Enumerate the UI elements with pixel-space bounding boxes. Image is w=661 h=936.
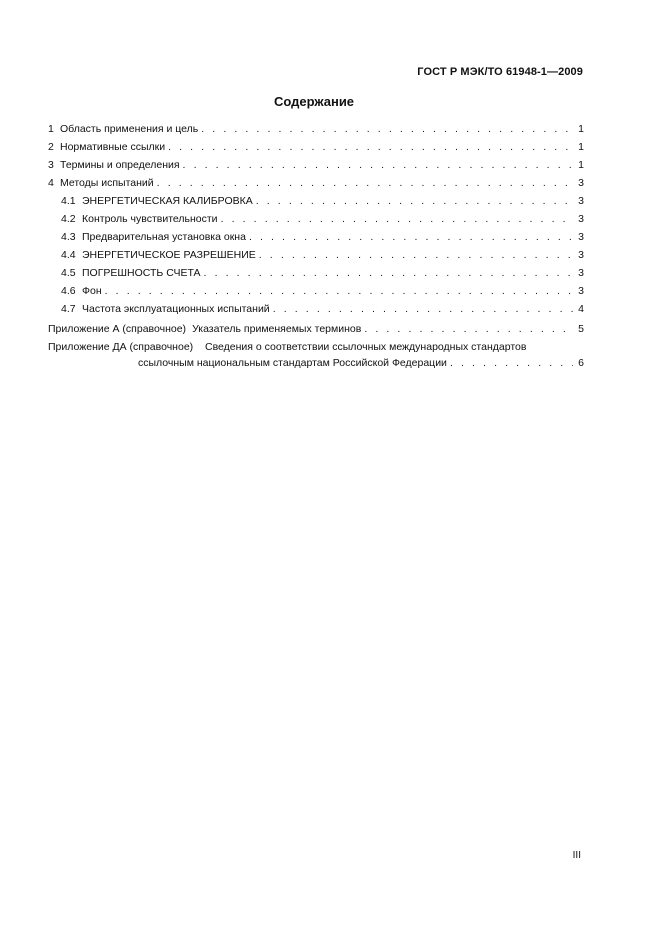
toc-entry-number: 1 [48,123,54,135]
toc-entry-text: Контроль чувствительности [82,213,218,225]
toc-entry-4-6[interactable] [48,284,584,302]
toc-entry-4[interactable] [48,176,584,194]
toc-entry-number: 4.6 [61,285,76,297]
toc-entry-text: ЭНЕРГЕТИЧЕСКОЕ РАЗРЕШЕНИЕ [82,249,256,261]
toc-entry-number: 3 [48,159,54,171]
toc-entry-number: 4 [48,177,54,189]
toc-entry-4-3[interactable] [48,230,584,248]
toc-entry-text: ЭНЕРГЕТИЧЕСКАЯ КАЛИБРОВКА [82,195,253,207]
appendix-label: Приложение ДА (справочное) [48,341,194,353]
page-number: III [572,850,581,861]
appendix-text-line2: ссылочным национальным стандартам Российской Федерации [138,357,447,369]
toc-entry-1[interactable] [48,122,584,140]
toc-entry-page: 3 [578,231,584,243]
toc-entry-number: 4.1 [61,195,76,207]
appendix-text: Указатель применяемых терминов [192,323,362,335]
toc-entry-text: ПОГРЕШНОСТЬ СЧЕТА [82,267,201,279]
dot-leader [221,212,573,226]
toc-entry-page: 6 [578,357,584,369]
dot-leader [105,284,573,298]
toc-entry-4-1[interactable] [48,194,584,212]
dot-leader [157,176,573,190]
toc-entry-page: 3 [578,267,584,279]
toc-entry-4-2[interactable] [48,212,584,230]
document-header: ГОСТ Р МЭК/ТО 61948-1—2009 [417,66,583,78]
toc-entry-page: 3 [578,285,584,297]
toc-entry-4-4[interactable] [48,248,584,266]
dot-leader [201,122,573,136]
toc-entry-page: 1 [578,141,584,153]
toc-title: Содержание [273,94,355,109]
toc-entry-page: 4 [578,303,584,315]
dot-leader [364,322,573,336]
toc-entry-page: 1 [578,123,584,135]
toc-entry-2[interactable] [48,140,584,158]
toc-appendix-da[interactable] [48,340,584,374]
toc-entry-page: 3 [578,213,584,225]
table-of-contents [48,122,584,374]
toc-entry-4-7[interactable] [48,302,584,320]
toc-entry-number: 4.3 [61,231,76,243]
toc-entry-number: 2 [48,141,54,153]
dot-leader [249,230,573,244]
toc-entry-text: Нормативные ссылки [60,141,166,153]
appendix-text-line1: Сведения о соответствии ссылочных международных стандартов [205,341,527,353]
toc-entry-number: 4.7 [61,303,76,315]
toc-entry-4-5[interactable] [48,266,584,284]
toc-entry-number: 4.2 [61,213,76,225]
toc-entry-page: 3 [578,177,584,189]
dot-leader [259,248,573,262]
dot-leader [183,158,573,172]
dot-leader [168,140,573,154]
toc-entry-page: 3 [578,195,584,207]
toc-entry-3[interactable] [48,158,584,176]
appendix-label: Приложение А (справочное) [48,323,187,335]
toc-entry-number: 4.5 [61,267,76,279]
toc-entry-page: 3 [578,249,584,261]
toc-entry-text: Методы испытаний [60,177,154,189]
toc-entry-page: 1 [578,159,584,171]
toc-entry-text: Термины и определения [60,159,180,171]
toc-entry-number: 4.4 [61,249,76,261]
dot-leader [256,194,573,208]
toc-appendix-a[interactable] [48,322,584,340]
toc-entry-page: 5 [578,323,584,335]
toc-entry-text: Предварительная установка окна [82,231,246,243]
dot-leader [204,266,573,280]
toc-entry-text: Фон [82,285,102,297]
toc-entry-text: Частота эксплуатационных испытаний [82,303,270,315]
dot-leader [450,356,573,370]
dot-leader [273,302,573,316]
toc-entry-text: Область применения и цель [60,123,199,135]
